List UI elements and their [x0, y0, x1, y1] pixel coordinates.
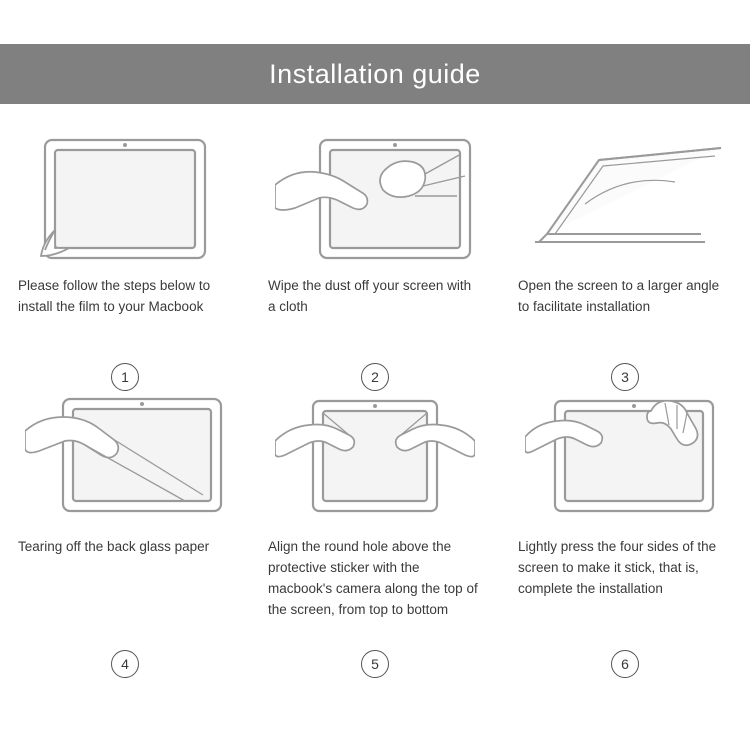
- step-2-caption: Wipe the dust off your screen with a cloth: [268, 278, 472, 314]
- step-3-caption: Open the screen to a larger angle to facilitate installation: [518, 278, 720, 314]
- step-card-3: [500, 130, 750, 391]
- steps-row-2: [0, 391, 750, 678]
- step-4-caption: Tearing off the back glass paper: [18, 539, 210, 554]
- step-card-4: [0, 391, 250, 678]
- step-6-caption: Lightly press the four sides of the screen to make it stick, that is, complete the installation: [518, 539, 717, 596]
- step-1-caption: Please follow the steps below to install the film to your Macbook: [18, 278, 211, 314]
- step-5-number: 5: [361, 650, 389, 678]
- step-card-6: [500, 391, 750, 678]
- page-title: Installation guide: [269, 58, 481, 89]
- header-bar: [0, 44, 750, 104]
- step-2-illustration: [275, 130, 475, 265]
- step-5-illustration: [275, 391, 475, 526]
- step-3-illustration: [525, 130, 725, 265]
- step-6-illustration: [525, 391, 725, 526]
- step-2-number: 2: [361, 363, 389, 391]
- step-card-5: [250, 391, 500, 678]
- steps-row-1: [0, 130, 750, 391]
- step-4-number: 4: [111, 650, 139, 678]
- step-4-illustration: [25, 391, 225, 526]
- step-card-2: [250, 130, 500, 391]
- step-1-illustration: [25, 130, 225, 265]
- step-3-number: 3: [611, 363, 639, 391]
- steps-grid: [0, 130, 750, 678]
- step-6-number: 6: [611, 650, 639, 678]
- step-1-number: 1: [111, 363, 139, 391]
- step-card-1: [0, 130, 250, 391]
- step-5-caption: Align the round hole above the protective sticker with the macbook's camera along the top of the screen, from top to bottom: [268, 539, 478, 617]
